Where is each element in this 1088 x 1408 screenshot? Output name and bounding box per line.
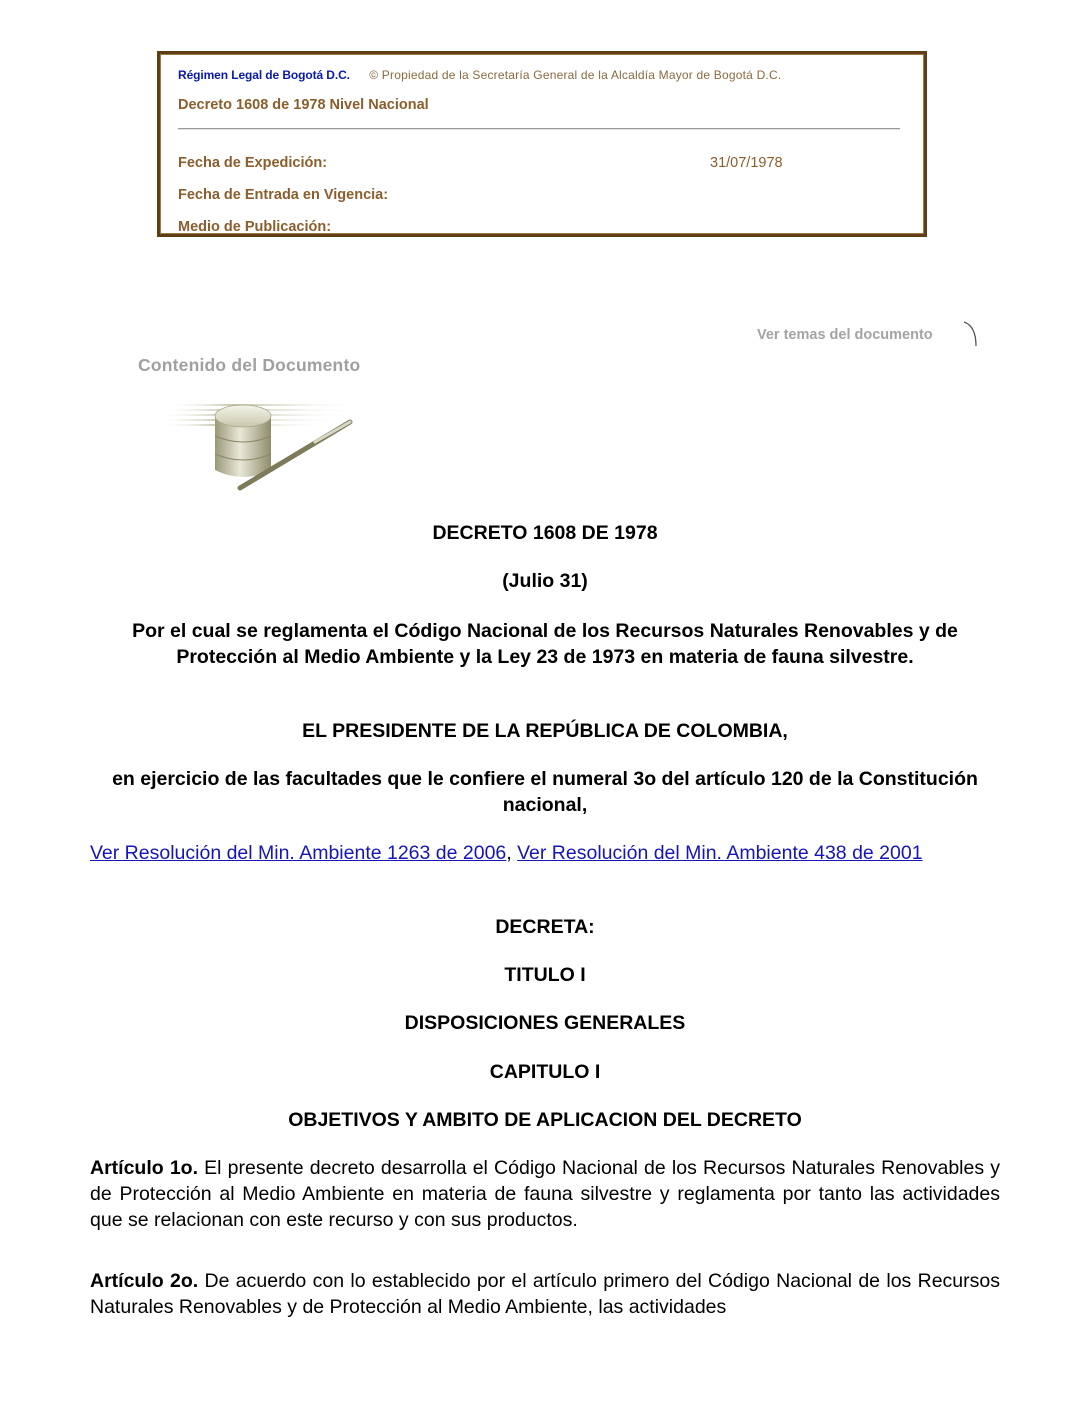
capitulo-name: OBJETIVOS Y AMBITO DE APLICACION DEL DECRETO <box>288 1109 802 1131</box>
decreta-heading: DECRETA: <box>495 916 595 938</box>
field-label-medio-publicacion: Medio de Publicación: <box>178 219 332 235</box>
header-top-row <box>178 68 781 82</box>
divider <box>178 128 900 130</box>
bracket-icon <box>962 320 980 348</box>
article-1 <box>90 1155 1000 1233</box>
decree-subject: Por el cual se reglamenta el Código Nacional de los Recursos Naturales Renovables y de Protección al Medio Ambiente y la Ley 23 de 1973 en materia de fauna silvestre. <box>132 620 958 668</box>
article-heading: Artículo 2o. <box>90 1270 199 1292</box>
document-body <box>90 520 1000 546</box>
field-value-fecha-expedicion: 31/07/1978 <box>710 155 783 171</box>
related-links <box>90 840 1000 866</box>
titulo-heading: TITULO I <box>504 964 586 986</box>
titulo-name: DISPOSICIONES GENERALES <box>404 1012 686 1034</box>
article-2 <box>90 1268 1000 1320</box>
decree-powers: en ejercicio de las facultades que le confiere el numeral 3o del artículo 120 de la Constitución nacional, <box>112 768 978 816</box>
database-pen-logo-icon <box>155 400 375 495</box>
article-heading: Artículo 1o. <box>90 1157 199 1179</box>
contenido-title: Contenido del Documento <box>138 355 361 375</box>
document-info-box <box>157 51 927 237</box>
link-resolucion-438-2001[interactable]: Ver Resolución del Min. Ambiente 438 de 2001 <box>517 842 923 864</box>
field-label-fecha-expedicion: Fecha de Expedición: <box>178 155 328 171</box>
link-separator: , <box>506 842 518 864</box>
document-label: Decreto 1608 de 1978 Nivel Nacional <box>178 97 429 113</box>
field-label-fecha-vigencia: Fecha de Entrada en Vigencia: <box>178 187 389 203</box>
decree-authority: EL PRESIDENTE DE LA REPÚBLICA DE COLOMBIA, <box>302 720 788 742</box>
copyright-notice: © Propiedad de la Secretaría General de la Alcaldía Mayor de Bogotá D.C. <box>369 68 782 82</box>
site-name: Régimen Legal de Bogotá D.C. <box>178 68 350 82</box>
link-resolucion-1263-2006[interactable]: Ver Resolución del Min. Ambiente 1263 de 2006 <box>90 842 507 864</box>
article-text: De acuerdo con lo establecido por el artículo primero del Código Nacional de los Recursos Naturales Renovables y de Protección al Medio Ambiente, las actividades <box>90 1270 1000 1318</box>
decree-title: DECRETO 1608 DE 1978 <box>432 522 658 544</box>
capitulo-heading: CAPITULO I <box>489 1061 601 1083</box>
ver-temas-link[interactable]: Ver temas del documento <box>757 327 933 343</box>
article-text: El presente decreto desarrolla el Código Nacional de los Recursos Naturales Renovables y de Protección al Medio Ambiente en materia de fauna silvestre y reglamenta por tanto las actividades que se relacionan con este recurso y con sus productos. <box>90 1157 1001 1231</box>
decree-date: (Julio 31) <box>502 570 588 592</box>
